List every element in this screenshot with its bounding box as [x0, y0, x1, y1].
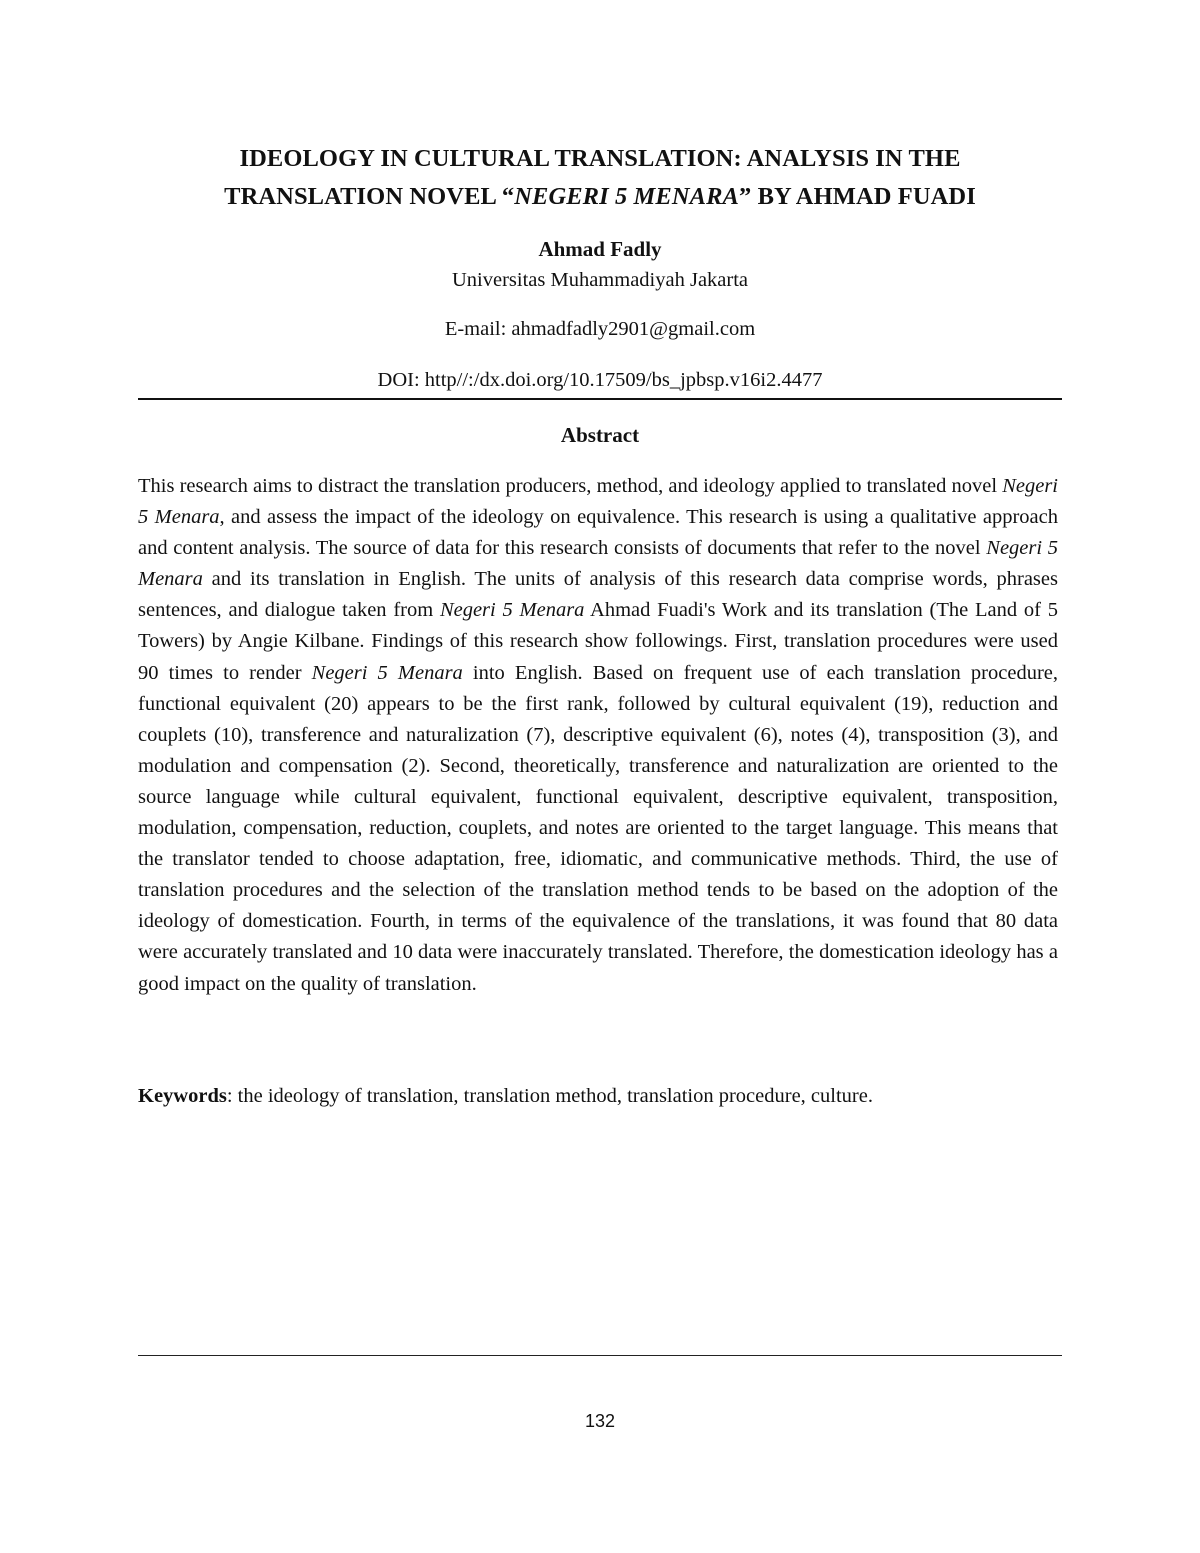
title-line-2 — [100, 178, 1100, 216]
abstract-text-segment: , and assess the impact of the ideology on equivalence. This research is using a qualitative approach and content analysis. The source of data for this research consists of documents that refer to the novel — [138, 506, 1058, 560]
abstract-text-segment: into English. Based on frequent use of each translation procedure, functional equivalent (20) appears to be the first rank, followed by cultural equivalent (19), reduction and couplets (10), transference and naturalization (7), descriptive equivalent (6), notes (4), transposition (3), and modulation and compensation (2). Second, theoretically, transference and naturalization are oriented to the source language while cultural equivalent, functional equivalent, descriptive equivalent, transposition, modulation, compensation, reduction, couplets, and notes are oriented to the target language. This means that the translator tended to choose adaptation, free, idiomatic, and communicative methods. Third, the use of translation procedures and the selection of the translation method tends to be based on the adoption of the ideology of domestication. Fourth, in terms of the equivalence of the translations, it was found that 80 data were accurately translated and 10 data were inaccurately translated. Therefore, the domestication ideology has a good impact on the quality of translation. — [138, 661, 1058, 995]
abstract-text-segment: This research aims to distract the translation producers, method, and ideology applied to translated novel — [138, 475, 1003, 497]
abstract-text-segment: Ahmad Fuadi's Work and its translation (The Land of 5 Towers) by Angie Kilbane. Findings of this research show followings. First, translation procedures were used 90 times to render — [138, 599, 1058, 684]
abstract-body — [138, 471, 1058, 1000]
title-line-2-prefix: TRANSLATION NOVEL “ — [224, 183, 515, 210]
keywords — [138, 1082, 1058, 1110]
abstract-italic-segment: Negeri 5 Menara — [138, 475, 1058, 529]
footer-divider — [138, 1355, 1062, 1356]
abstract-italic-segment: Negeri 5 Menara — [311, 661, 463, 684]
abstract-italic-segment: Negeri 5 Menara — [439, 599, 585, 622]
title-line-2-suffix: ” BY AHMAD FUADI — [739, 183, 976, 210]
author-name: Ahmad Fadly — [538, 237, 662, 261]
abstract-text-segment: and its translation in English. The units of analysis of this research data comprise words, phrases sentences, and dialogue taken from — [138, 568, 1058, 622]
keywords-label: Keywords — [138, 1085, 227, 1107]
paper-title — [100, 140, 1100, 216]
abstract-heading: Abstract — [560, 423, 640, 447]
doi-link[interactable]: DOI: http//:/dx.doi.org/10.17509/bs_jpbsp.v16i2.4477 — [377, 369, 823, 391]
author-email: E-mail: ahmadfadly2901@gmail.com — [444, 318, 756, 340]
page-number: 132 — [584, 1411, 616, 1431]
title-line-1: IDEOLOGY IN CULTURAL TRANSLATION: ANALYSIS IN THE — [239, 145, 961, 172]
title-novel-name: NEGERI 5 MENARA — [514, 183, 739, 210]
author-affiliation: Universitas Muhammadiyah Jakarta — [451, 269, 749, 291]
header-divider — [138, 398, 1062, 400]
abstract-italic-segment: Negeri 5 Menara — [138, 537, 1058, 591]
keywords-text: : the ideology of translation, translation method, translation procedure, culture. — [226, 1085, 873, 1107]
